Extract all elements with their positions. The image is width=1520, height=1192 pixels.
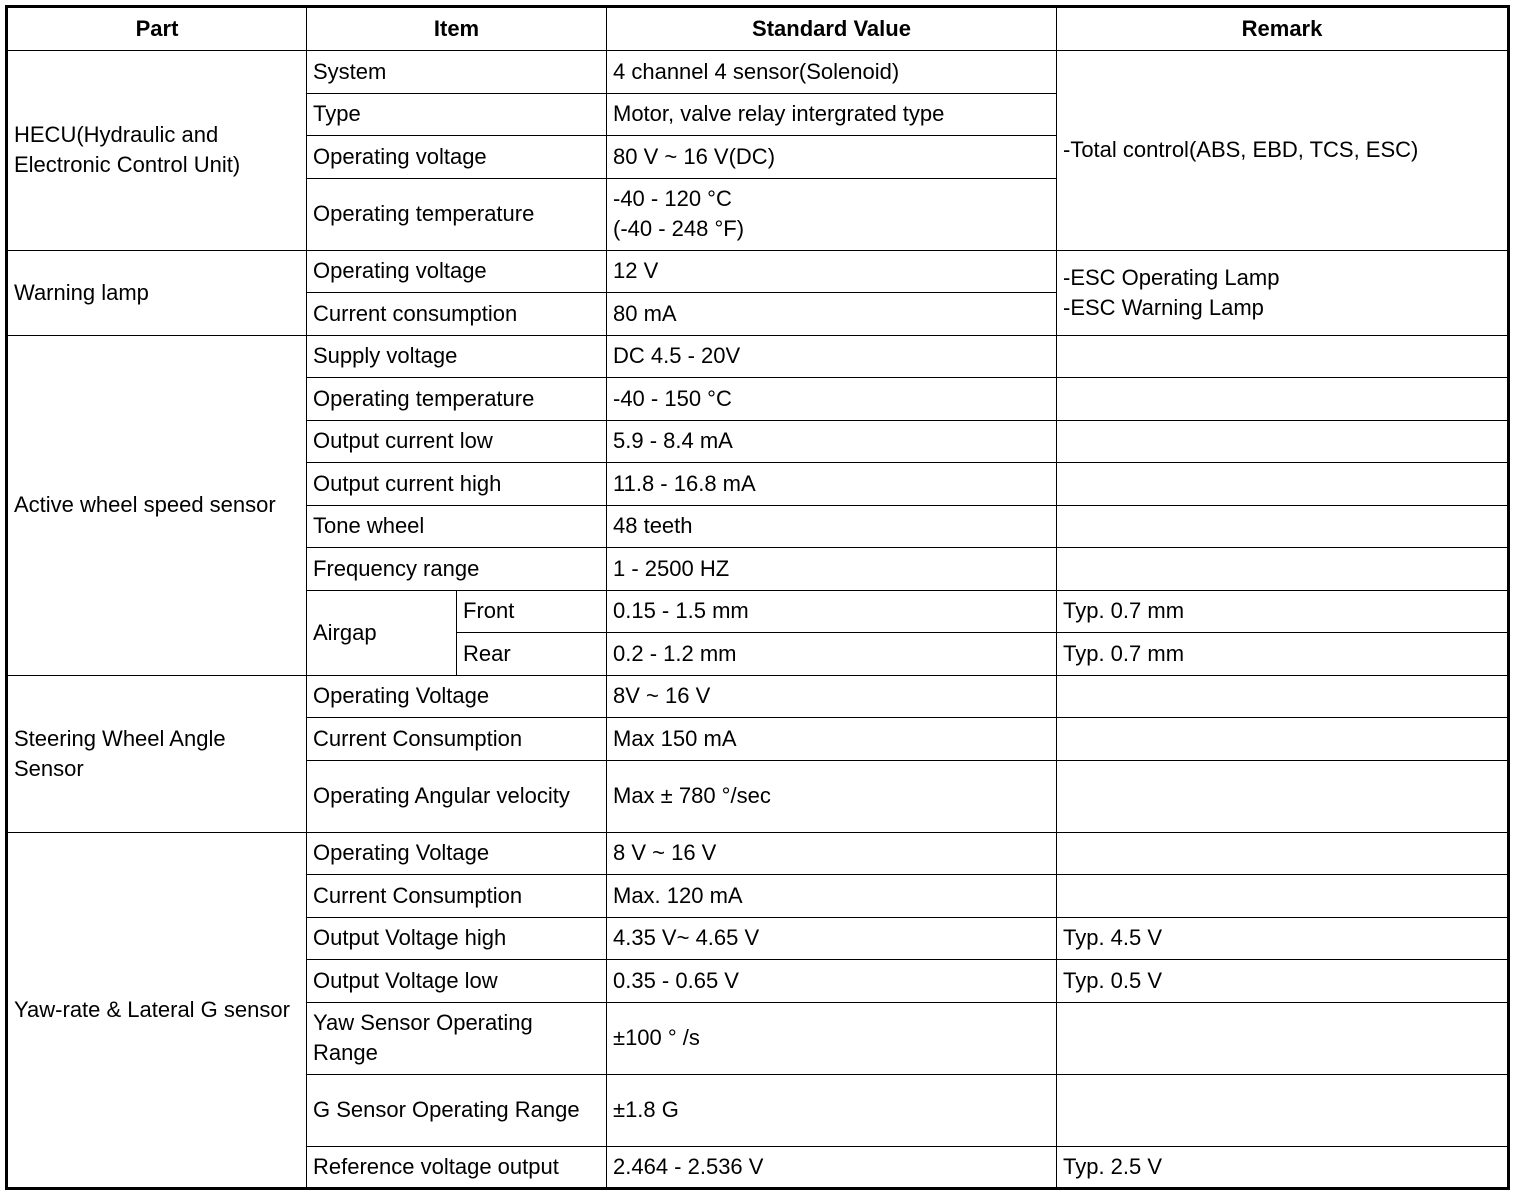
remark-cell: Typ. 0.5 V <box>1057 960 1509 1003</box>
part-warning-lamp: Warning lamp <box>7 250 307 335</box>
value-line: -40 - 120 °C <box>613 186 732 211</box>
remark-hecu: -Total control(ABS, EBD, TCS, ESC) <box>1057 51 1509 251</box>
airgap-rear-label: Rear <box>457 633 607 676</box>
value-cell: 5.9 - 8.4 mA <box>607 420 1057 463</box>
value-cell: 80 V ~ 16 V(DC) <box>607 136 1057 179</box>
value-cell: -40 - 150 °C <box>607 378 1057 421</box>
table-row <box>7 675 1509 718</box>
header-part: Part <box>7 7 307 51</box>
value-cell: ±1.8 G <box>607 1074 1057 1146</box>
table-row <box>7 250 1509 293</box>
remark-cell <box>1057 718 1509 761</box>
item-cell: Output Voltage high <box>307 917 607 960</box>
remark-cell <box>1057 548 1509 591</box>
table-row <box>7 832 1509 875</box>
header-standard-value: Standard Value <box>607 7 1057 51</box>
table-row <box>7 335 1509 378</box>
value-cell: 1 - 2500 HZ <box>607 548 1057 591</box>
value-cell: 11.8 - 16.8 mA <box>607 463 1057 506</box>
value-cell: DC 4.5 - 20V <box>607 335 1057 378</box>
part-yaw-rate-sensor: Yaw-rate & Lateral G sensor <box>7 832 307 1189</box>
value-cell: 0.15 - 1.5 mm <box>607 590 1057 633</box>
item-cell: Supply voltage <box>307 335 607 378</box>
value-cell: Max 150 mA <box>607 718 1057 761</box>
item-cell: Yaw Sensor Operating Range <box>307 1002 607 1074</box>
remark-line: -ESC Warning Lamp <box>1063 294 1264 320</box>
item-cell: G Sensor Operating Range <box>307 1074 607 1146</box>
remark-cell <box>1057 832 1509 875</box>
remark-cell: Typ. 2.5 V <box>1057 1146 1509 1189</box>
remark-line: -ESC Operating Lamp <box>1063 264 1280 290</box>
item-cell: Operating temperature <box>307 378 607 421</box>
header-remark: Remark <box>1057 7 1509 51</box>
item-cell: Type <box>307 93 607 136</box>
value-cell: 8 V ~ 16 V <box>607 832 1057 875</box>
remark-cell <box>1057 420 1509 463</box>
item-cell: Current Consumption <box>307 875 607 918</box>
part-wheel-speed-sensor: Active wheel speed sensor <box>7 335 307 675</box>
value-cell: 2.464 - 2.536 V <box>607 1146 1057 1189</box>
item-cell: Frequency range <box>307 548 607 591</box>
value-cell: 12 V <box>607 250 1057 293</box>
remark-cell <box>1057 463 1509 506</box>
value-cell: 0.2 - 1.2 mm <box>607 633 1057 676</box>
item-cell: Operating voltage <box>307 136 607 179</box>
item-cell: Operating voltage <box>307 250 607 293</box>
item-cell: Operating Voltage <box>307 832 607 875</box>
remark-cell <box>1057 1002 1509 1074</box>
item-cell: Operating Voltage <box>307 675 607 718</box>
remark-warning-lamp <box>1057 250 1509 335</box>
part-steering-angle-sensor: Steering Wheel Angle Sensor <box>7 675 307 832</box>
remark-cell <box>1057 335 1509 378</box>
remark-cell <box>1057 675 1509 718</box>
value-cell: 4 channel 4 sensor(Solenoid) <box>607 51 1057 94</box>
specification-table <box>5 5 1510 1190</box>
part-hecu: HECU(Hydraulic and Electronic Control Unit) <box>7 51 307 251</box>
remark-cell: Typ. 0.7 mm <box>1057 633 1509 676</box>
remark-cell <box>1057 760 1509 832</box>
item-cell: Output current high <box>307 463 607 506</box>
item-cell: Current consumption <box>307 293 607 336</box>
value-cell: Motor, valve relay intergrated type <box>607 93 1057 136</box>
item-airgap: Airgap <box>307 590 457 675</box>
item-cell: Tone wheel <box>307 505 607 548</box>
item-cell: Reference voltage output <box>307 1146 607 1189</box>
item-cell: Operating temperature <box>307 178 607 250</box>
item-cell: Output current low <box>307 420 607 463</box>
value-cell: Max. 120 mA <box>607 875 1057 918</box>
remark-cell: Typ. 0.7 mm <box>1057 590 1509 633</box>
value-cell: 8V ~ 16 V <box>607 675 1057 718</box>
remark-cell: Typ. 4.5 V <box>1057 917 1509 960</box>
item-cell: Current Consumption <box>307 718 607 761</box>
value-cell <box>607 178 1057 250</box>
remark-cell <box>1057 1074 1509 1146</box>
remark-cell <box>1057 875 1509 918</box>
remark-cell <box>1057 505 1509 548</box>
value-cell: 48 teeth <box>607 505 1057 548</box>
value-cell: ±100 ° /s <box>607 1002 1057 1074</box>
value-cell: 80 mA <box>607 293 1057 336</box>
value-cell: Max ± 780 °/sec <box>607 760 1057 832</box>
header-item: Item <box>307 7 607 51</box>
value-line: (-40 - 248 °F) <box>613 216 745 241</box>
item-cell: System <box>307 51 607 94</box>
value-cell: 4.35 V~ 4.65 V <box>607 917 1057 960</box>
item-cell: Operating Angular velocity <box>307 760 607 832</box>
airgap-front-label: Front <box>457 590 607 633</box>
remark-cell <box>1057 378 1509 421</box>
table-row <box>7 51 1509 94</box>
item-cell: Output Voltage low <box>307 960 607 1003</box>
value-cell: 0.35 - 0.65 V <box>607 960 1057 1003</box>
header-row <box>7 7 1509 51</box>
